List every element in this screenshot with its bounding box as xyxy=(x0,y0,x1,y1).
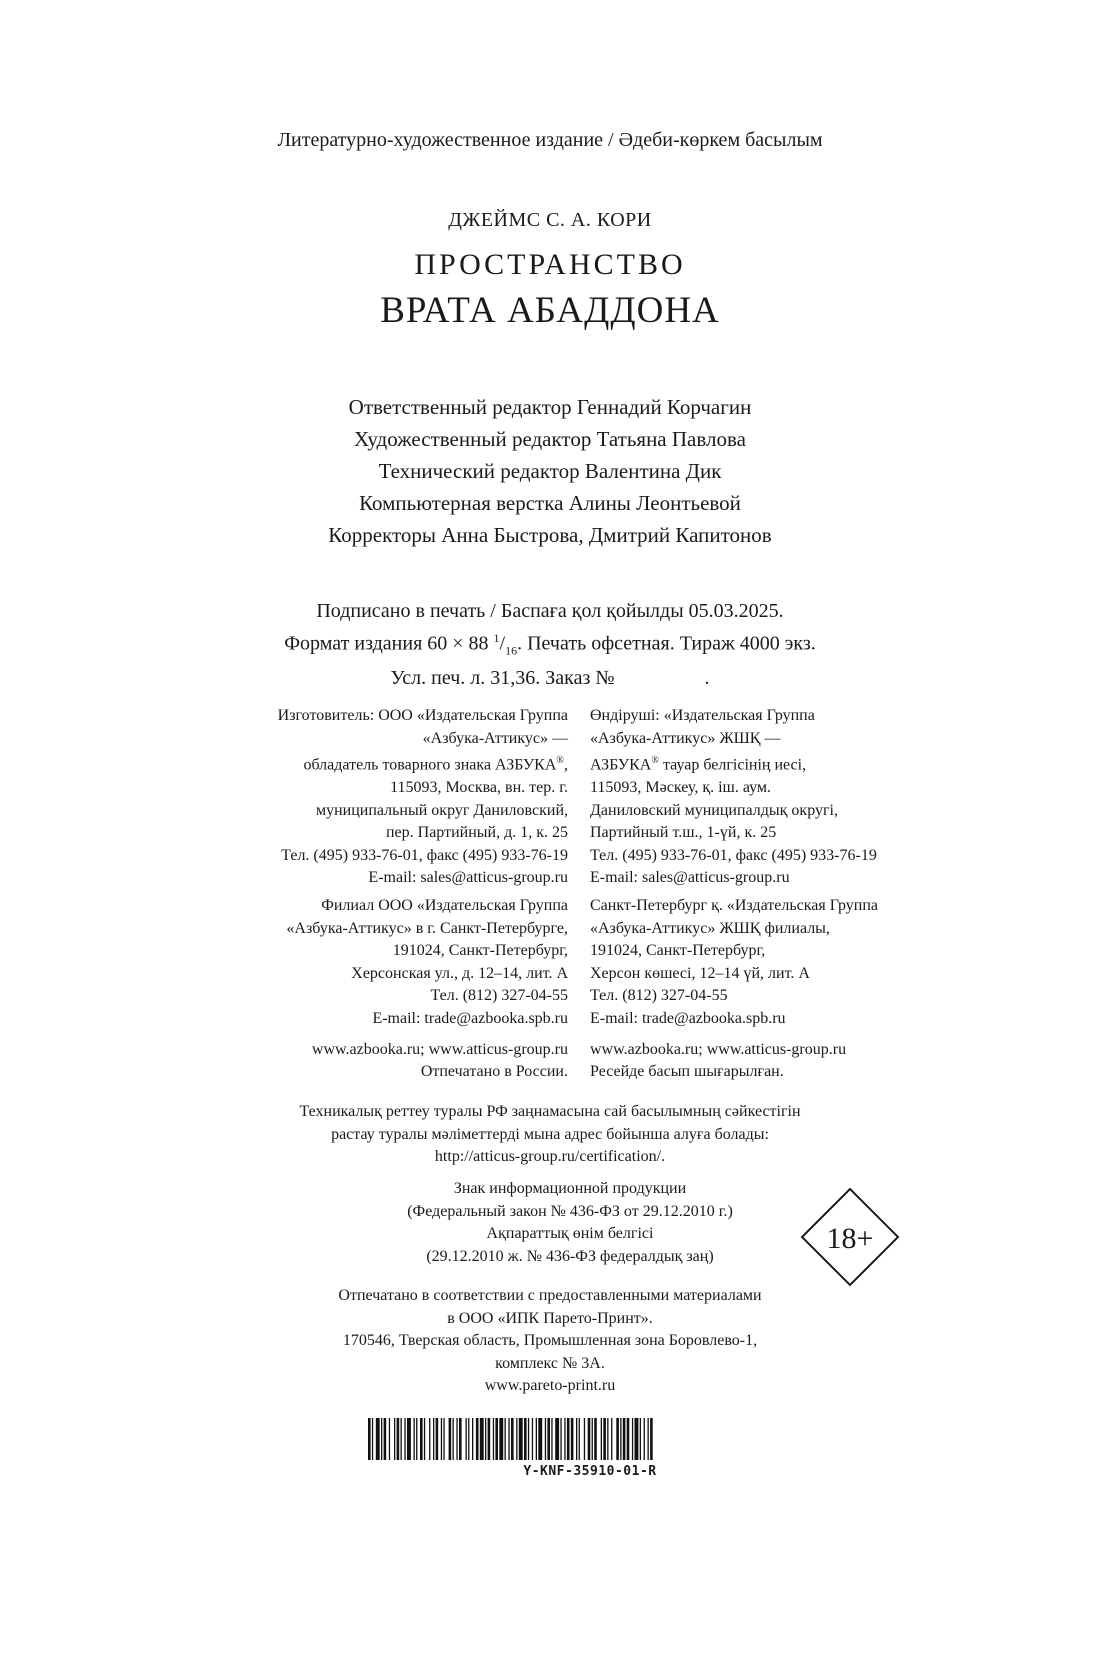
signed-line: Подписано в печать / Баспаға қол қойылды 05.03.2025. xyxy=(316,600,784,622)
sales-email: E-mail: sales@atticus-group.ru xyxy=(590,869,790,887)
info-product-sign: Знак информационной продукции (Федеральный закон № 436-ФЗ от 29.12.2010 г.) Ақпараттық өнім белгісі (29.12.2010 ж. № 436-ФЗ федералдық заң) xyxy=(407,1180,733,1265)
barcode-text: Y-KNF-35910-01-R xyxy=(523,1464,657,1479)
age-rating-text: 18+ xyxy=(826,1222,874,1255)
series-title: ПРОСТРАНСТВО xyxy=(414,248,686,281)
credit-line: Художественный редактор Татьяна Павлова xyxy=(354,427,746,451)
trade-email: E-mail: trade@azbooka.spb.ru xyxy=(372,1010,568,1028)
websites: www.azbooka.ru; www.atticus-group.ru xyxy=(590,1040,847,1058)
printer-info: Отпечатано в соответствии с предоставленными материалами в ООО «ИПК Парето-Принт». 170546, Тверская область, Промышленная зона Боровлево-1, комплекс № 3А. www.pareto-print.ru xyxy=(0,1285,1100,1398)
certification-url: http://atticus-group.ru/certification/. xyxy=(434,1148,666,1165)
printer-website: www.pareto-print.ru xyxy=(484,1377,616,1394)
print-info xyxy=(0,598,1100,692)
trade-email: E-mail: trade@azbooka.spb.ru xyxy=(590,1010,786,1028)
credits xyxy=(0,391,1100,551)
publisher-info-kz: Өндіруші: «Издательская Группа «Азбука-Аттикус» ЖШҚ — АЗБУКА® тауар белгісінің иесі, 115093, Мәскеу, қ. іш. аум. Даниловский муниципалдық округі, Партийный т.ш., 1-үй, к. 25 Тел. (495) 933-76-01, факс (495) 933-76-19 E-mail: sales@atticus-group.ru Санкт-Петербург қ. «Издательская Группа «Азбука-Аттикус» ЖШҚ филиалы, 191024, Санкт-Петербург, Херсон көшесі, 12–14 үй, лит. А Тел. (812) 327-04-55 E-mail: trade@azbooka.spb.ru www.azbooka.ru; www.atticus-group.ru Ресейде басып шығарылған. xyxy=(590,707,878,1081)
order-line: Усл. печ. л. 31,36. Заказ № . xyxy=(390,666,710,689)
format-line: Формат издания 60 × 88 $^1/_{16}$. Печать офсетная. Тираж 4000 экз. xyxy=(284,631,816,658)
credit-line: Технический редактор Валентина Дик xyxy=(378,459,722,483)
age-rating-badge xyxy=(800,1187,900,1287)
credit-line: Ответственный редактор Геннадий Корчагин xyxy=(348,395,752,419)
publisher-info-ru: Изготовитель: ООО «Издательская Группа «Азбука-Аттикус» — обладатель товарного знака АЗБУКА®, 115093, Москва, вн. тер. г. муниципальный округ Даниловский, пер. Партийный, д. 1, к. 25 Тел. (495) 933-76-01, факс (495) 933-76-19 E-mail: sales@atticus-group.ru Филиал ООО «Издательская Группа «Азбука-Аттикус» в г. Санкт-Петербурге, 191024, Санкт-Петербург, Херсонская ул., д. 12–14, лит. А Тел. (812) 327-04-55 E-mail: trade@azbooka.spb.ru www.azbooka.ru; www.atticus-group.ru Отпечатано в России. xyxy=(277,707,568,1081)
author-name: ДЖЕЙМС С. А. КОРИ xyxy=(448,209,652,231)
certification-note: Техникалық реттеу туралы РФ заңнамасына сай басылымның сәйкестігін растау туралы мәліметтерді мына адрес бойынша алуға болады: http://atticus-group.ru/certification/. xyxy=(0,1101,1100,1169)
websites: www.azbooka.ru; www.atticus-group.ru xyxy=(311,1040,568,1058)
book-title: ВРАТА АБАДДОНА xyxy=(380,290,720,331)
credit-line: Корректоры Анна Быстрова, Дмитрий Капитонов xyxy=(328,523,772,547)
barcode xyxy=(368,1418,732,1460)
edition-type: Литературно-художественное издание / Әдеби-көркем басылым xyxy=(277,129,823,151)
credit-line: Компьютерная верстка Алины Леонтьевой xyxy=(359,491,741,515)
sales-email: E-mail: sales@atticus-group.ru xyxy=(368,869,568,887)
